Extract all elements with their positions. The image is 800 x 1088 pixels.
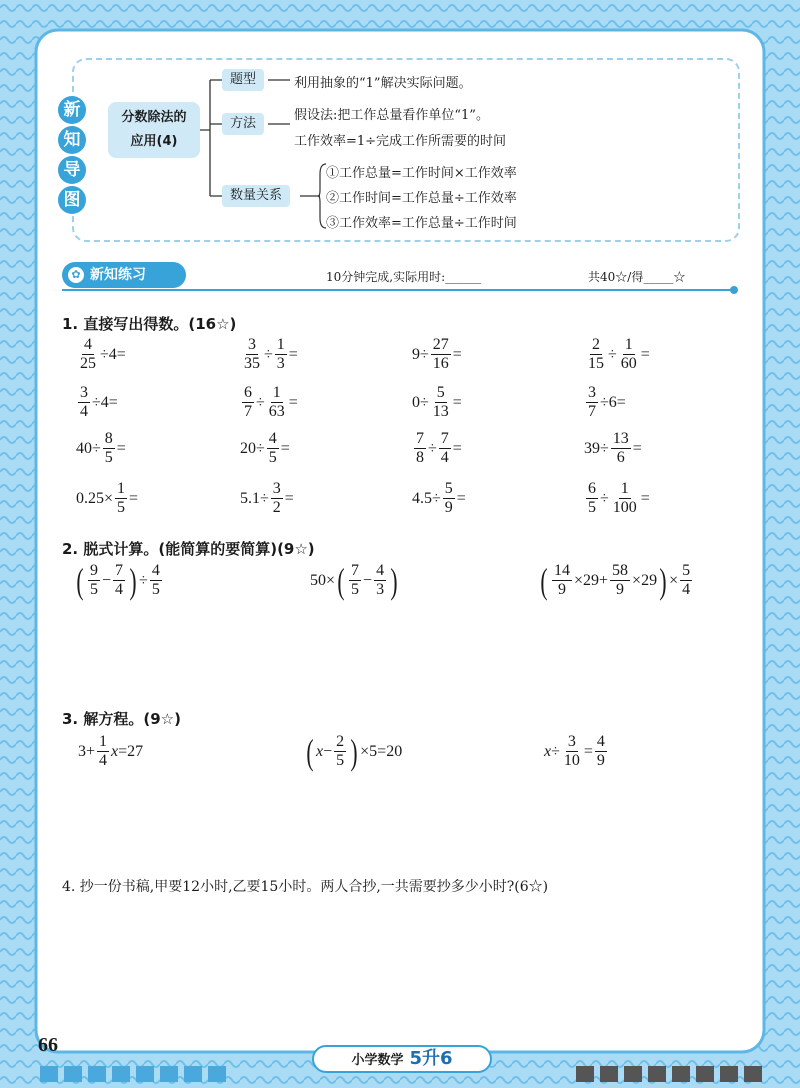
method-line-1: 假设法:把工作总量看作单位“1”。 (294, 108, 489, 123)
header-rule (62, 289, 734, 291)
q1-item: 39÷ $\frac{13}{6}$ = (584, 430, 642, 466)
book-title: 小学数学 (351, 1053, 404, 1068)
topic-line-2: 应用(4) (130, 134, 178, 149)
page-number: 66 (38, 1034, 58, 1056)
question-3-title: 3. 解方程。(9☆) (62, 710, 181, 728)
q1-item: $\frac{7}{8}$ ÷ $\frac{7}{4}$ = (416, 430, 462, 466)
timer-text: 10分钟完成,实际用时:______ (326, 270, 482, 284)
badge-char: 导 (58, 156, 86, 184)
q3-equation-3: x ÷ $\frac{3}{10}$ = $\frac{4}{9}$ (544, 733, 605, 769)
q3-equation-1: 3+ $\frac{1}{4}$ x =27 (78, 733, 144, 769)
q1-item: $\frac{3}{7}$ ÷6= (588, 384, 626, 420)
relation-line-2: ②工作时间=工作总量÷工作效率 (326, 191, 517, 206)
q1-item: $\frac{3}{4}$ ÷4= (80, 384, 118, 420)
question-2-title: 2. 脱式计算。(能简算的要简算)(9☆) (62, 540, 315, 558)
method-tag: 方法 (222, 113, 264, 135)
q1-item: 4.5÷ $\frac{5}{9}$ = (412, 480, 466, 516)
type-text: 利用抽象的“1”解决实际问题。 (294, 76, 472, 91)
type-tag: 题型 (222, 69, 264, 91)
relation-line-3: ③工作效率=工作总量÷工作时间 (326, 216, 517, 231)
medal-icon: ✿ (68, 267, 84, 283)
topic-line-1: 分数除法的 (121, 110, 187, 125)
q2-expression-1: ( $\frac{9}{5}$ − $\frac{7}{4}$ ) ÷ $\frac{4}{5}$ (76, 560, 160, 601)
q1-item: 0÷ $\frac{5}{13}$ = (412, 384, 462, 420)
grade-label: 5升6 (409, 1048, 453, 1069)
badge-char: 知 (58, 126, 86, 154)
method-line-2: 工作效率=1÷完成工作所需要的时间 (294, 134, 507, 149)
q1-item: $\frac{6}{7}$ ÷ $\frac{1}{63}$ = (244, 384, 298, 420)
q1-item: 40÷ $\frac{8}{5}$ = (76, 430, 126, 466)
footer-bars-right (576, 1066, 768, 1082)
badge-char: 新 (58, 96, 86, 124)
q3-equation-2: ( x − $\frac{2}{5}$ ) ×5=20 (306, 731, 403, 772)
practice-tab (62, 262, 186, 288)
relation-line-1: ①工作总量=工作时间×工作效率 (326, 166, 517, 181)
score-text: 共40☆/得_____☆ (588, 270, 686, 284)
q1-item: $\frac{6}{5}$ ÷ $\frac{1}{100}$ = (588, 480, 650, 516)
practice-title: 新知练习 (90, 267, 146, 283)
question-1-title: 1. 直接写出得数。(16☆) (62, 315, 237, 333)
q2-expression-3: ( $\frac{14}{9}$ ×29+ $\frac{58}{9}$ ×29 ) × $\frac{5}{4}$ (540, 560, 691, 601)
question-4-title: 4. 抄一份书稿,甲要12小时,乙要15小时。两人合抄,一共需要抄多少小时?(6☆) (62, 879, 549, 895)
q1-item: 0.25× $\frac{1}{5}$ = (76, 480, 139, 516)
q1-item: $\frac{4}{25}$ ÷4= (80, 336, 126, 372)
q2-expression-2: 50× ( $\frac{7}{5}$ − $\frac{4}{3}$ ) (310, 560, 398, 601)
book-label (312, 1045, 492, 1073)
footer-bars-left (40, 1066, 232, 1082)
relation-tag: 数量关系 (222, 185, 290, 207)
q1-item: $\frac{3}{35}$ ÷ $\frac{1}{3}$ = (244, 336, 298, 372)
q1-item: $\frac{2}{15}$ ÷ $\frac{1}{60}$ = (588, 336, 650, 372)
q1-item: 9÷ $\frac{27}{16}$ = (412, 336, 462, 372)
badge-char: 图 (58, 186, 86, 214)
q1-item: 5.1÷ $\frac{3}{2}$ = (240, 480, 294, 516)
header-dot (730, 286, 738, 294)
q1-item: 20÷ $\frac{4}{5}$ = (240, 430, 290, 466)
